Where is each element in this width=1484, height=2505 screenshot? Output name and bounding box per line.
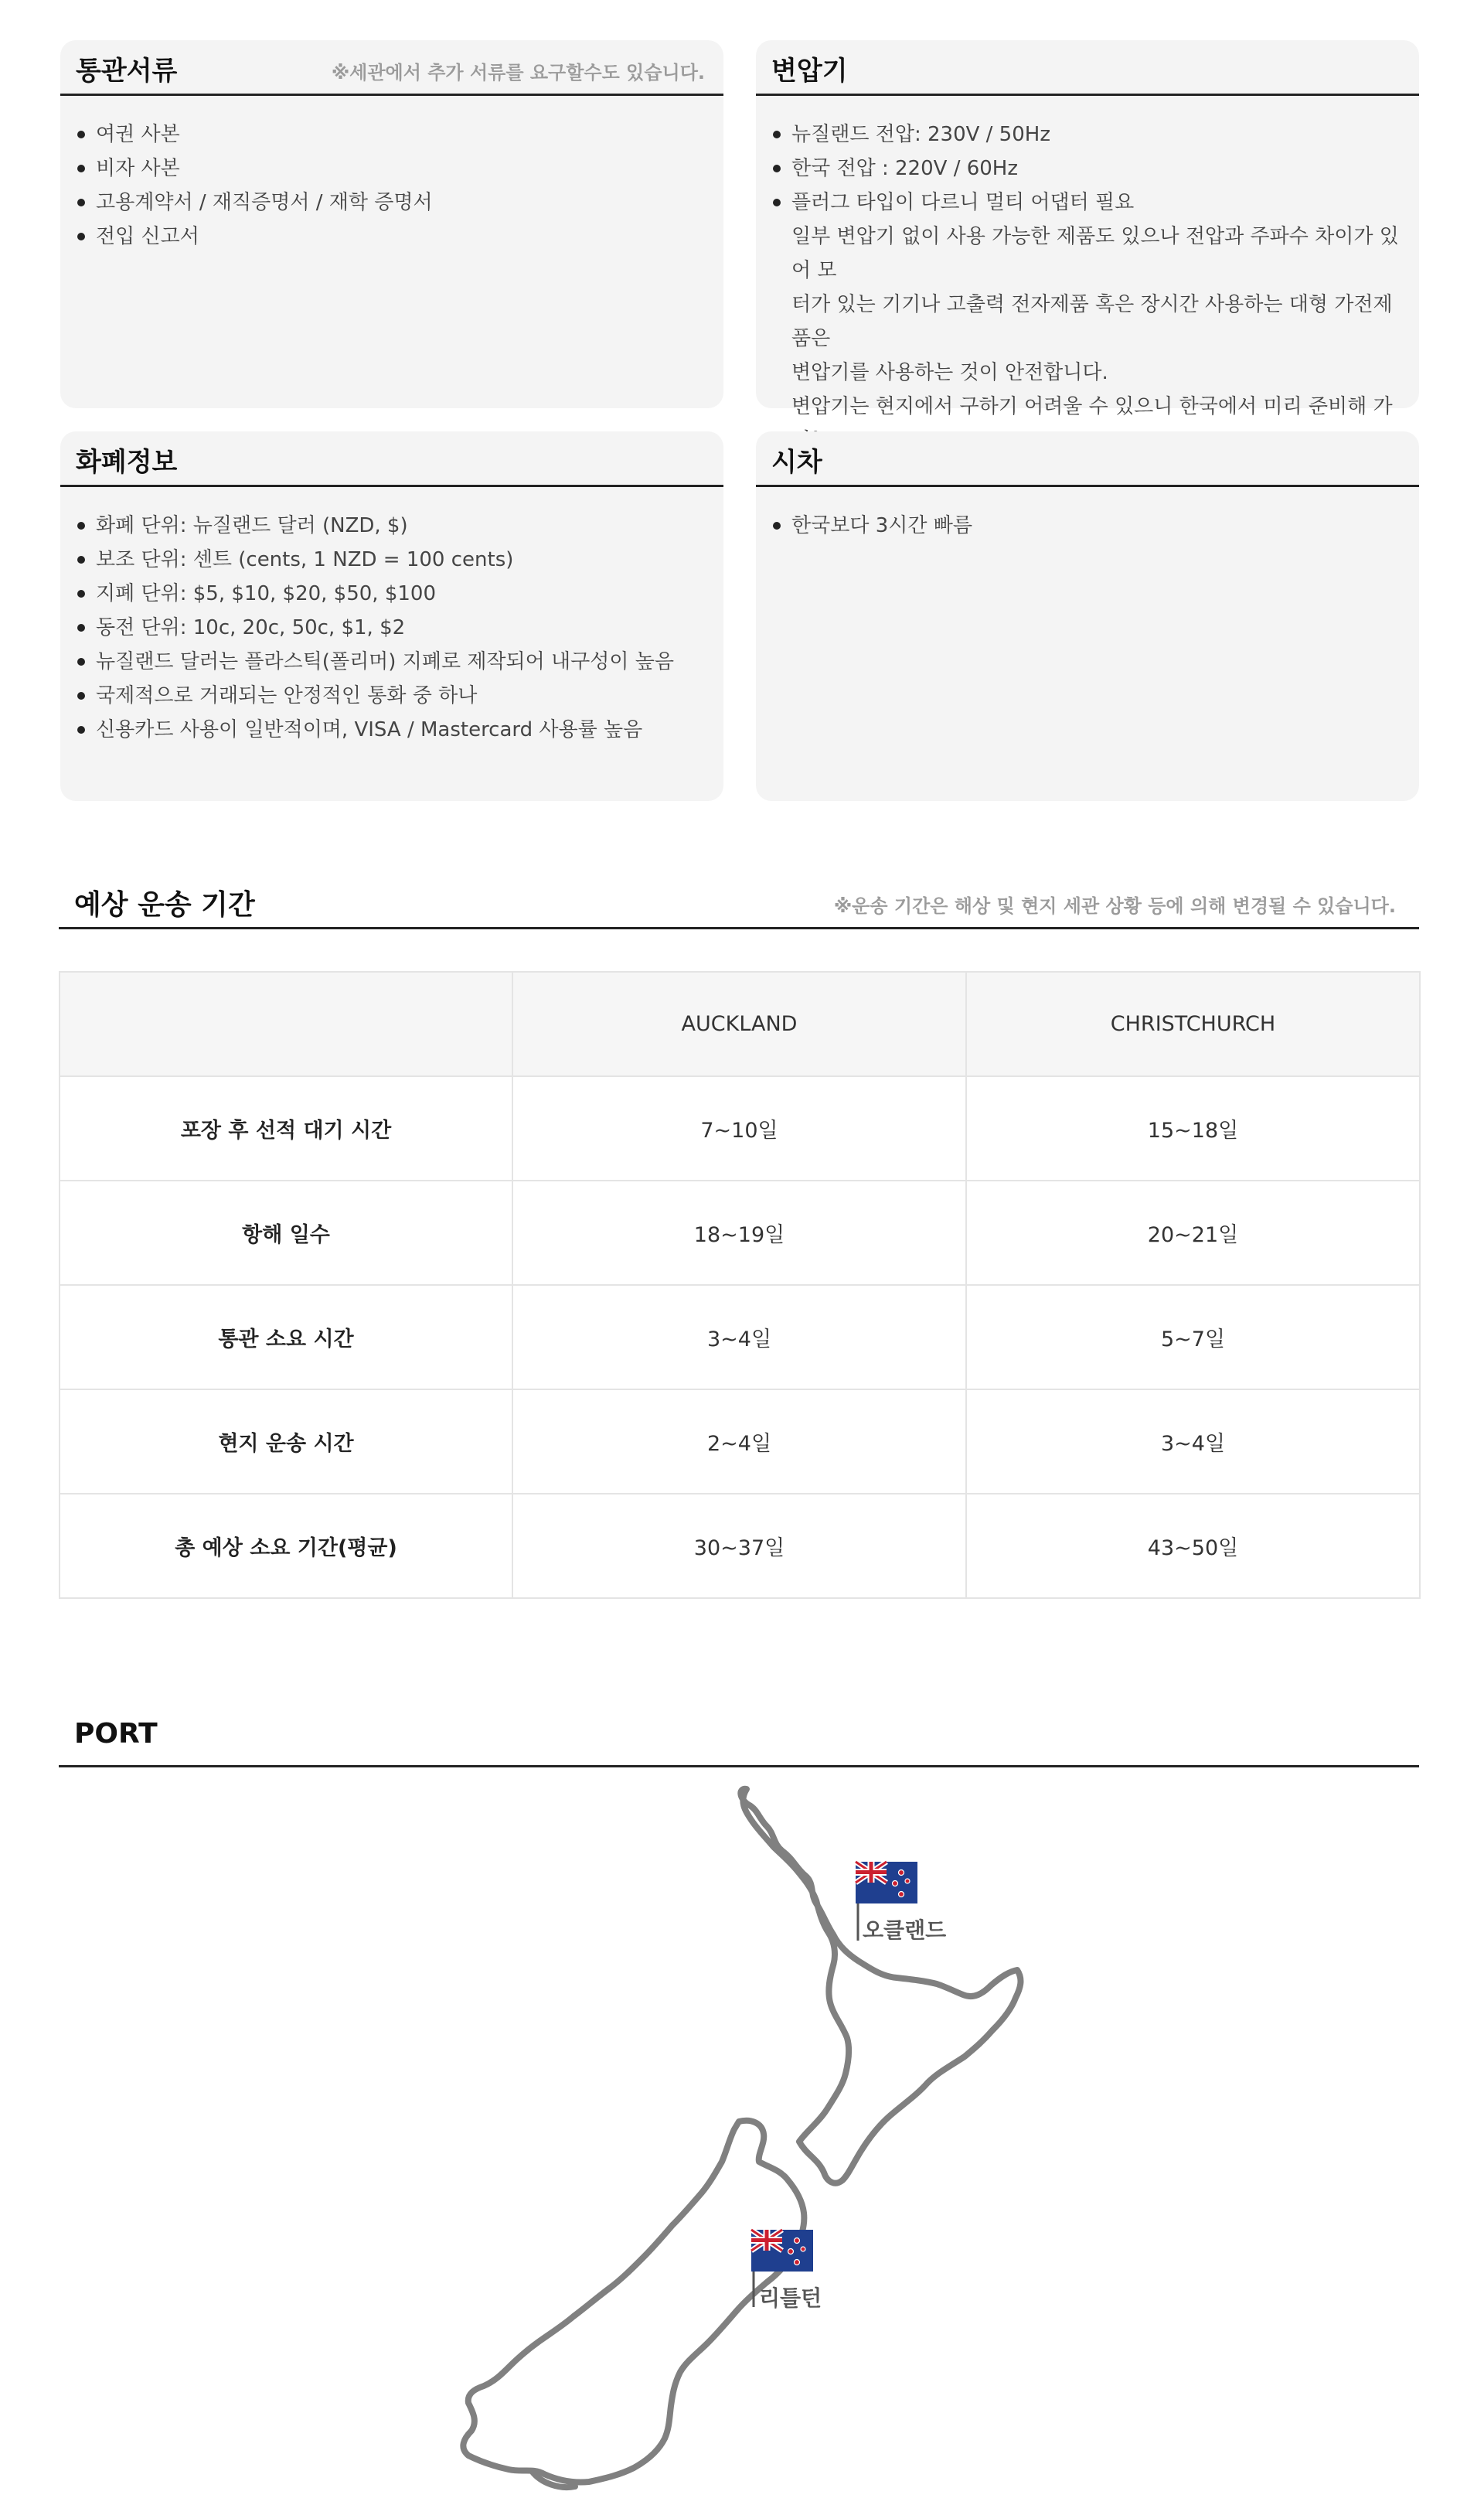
timezone-list xyxy=(771,509,1407,543)
cell-auckland: 7~10일 xyxy=(512,1076,966,1181)
currency-header xyxy=(60,431,723,487)
table-row xyxy=(60,1181,1420,1285)
cell-christchurch: 5~7일 xyxy=(966,1285,1420,1389)
customs-documents-list xyxy=(76,118,711,254)
list-item: 보조 단위: 센트 (cents, 1 NZD = 100 cents) xyxy=(76,543,711,577)
cell-auckland: 3~4일 xyxy=(512,1285,966,1389)
list-item: 신용카드 사용이 일반적이며, VISA / Mastercard 사용률 높음 xyxy=(76,713,711,747)
list-item: 뉴질랜드 전압: 230V / 50Hz xyxy=(771,118,1407,152)
list-item: 비자 사본 xyxy=(76,152,711,186)
lyttelton-marker xyxy=(751,2230,822,2311)
currency-title: 화폐정보 xyxy=(76,447,178,478)
timezone-header xyxy=(756,431,1419,487)
cell-auckland: 18~19일 xyxy=(512,1181,966,1285)
cell-christchurch: 3~4일 xyxy=(966,1389,1420,1494)
list-item: 한국 전압 : 220V / 60Hz xyxy=(771,152,1407,186)
table-row xyxy=(60,1389,1420,1494)
list-item: 지폐 단위: $5, $10, $20, $50, $100 xyxy=(76,577,711,611)
customs-documents-card xyxy=(60,40,723,408)
list-item: 동전 단위: 10c, 20c, 50c, $1, $2 xyxy=(76,611,711,645)
cell-auckland: 30~37일 xyxy=(512,1494,966,1598)
row-label: 현지 운송 시간 xyxy=(60,1389,512,1494)
cell-christchurch: 43~50일 xyxy=(966,1494,1420,1598)
customs-documents-title: 통관서류 xyxy=(76,56,178,87)
customs-documents-note: ※세관에서 추가 서류를 요구할수도 있습니다. xyxy=(331,62,705,84)
cell-christchurch: 15~18일 xyxy=(966,1076,1420,1181)
paragraph-line: 터가 있는 기기나 고출력 전자제품 혹은 장시간 사용하는 대형 가전제품은 xyxy=(791,293,1393,350)
port-title: PORT xyxy=(74,1718,158,1750)
currency-card xyxy=(60,431,723,801)
paragraph-line: 변압기를 사용하는 것이 안전합니다. xyxy=(791,361,1108,384)
cell-auckland: 2~4일 xyxy=(512,1389,966,1494)
row-label: 통관 소요 시간 xyxy=(60,1285,512,1389)
timezone-card xyxy=(756,431,1419,801)
row-label: 총 예상 소요 기간(평균) xyxy=(60,1494,512,1598)
auckland-marker xyxy=(856,1862,946,1943)
table-header-row xyxy=(60,972,1420,1076)
list-item: 전입 신고서 xyxy=(76,220,711,254)
voltage-header xyxy=(756,40,1419,96)
shipping-section-header xyxy=(59,883,1419,929)
auckland-label: 오클랜드 xyxy=(863,1917,947,1943)
lyttelton-label: 리틀턴 xyxy=(759,2285,822,2311)
currency-list xyxy=(76,509,711,747)
list-item: 국제적으로 거래되는 안정적인 통화 중 하나 xyxy=(76,679,711,713)
timezone-title: 시차 xyxy=(771,447,822,478)
nz-flag-icon xyxy=(751,2230,813,2272)
row-label: 포장 후 선적 대기 시간 xyxy=(60,1076,512,1181)
port-section-header xyxy=(59,1718,1419,1767)
list-item: 여권 사본 xyxy=(76,118,711,152)
cell-christchurch: 20~21일 xyxy=(966,1181,1420,1285)
column-header-christchurch: CHRISTCHURCH xyxy=(966,972,1420,1076)
shipping-note: ※운송 기간은 해상 및 현지 세관 상황 등에 의해 변경될 수 있습니다. xyxy=(833,895,1396,917)
list-item: 뉴질랜드 달러는 플라스틱(폴리머) 지폐로 제작되어 내구성이 높음 xyxy=(76,645,711,679)
customs-documents-header xyxy=(60,40,723,96)
paragraph-line: 일부 변압기 없이 사용 가능한 제품도 있으나 전압과 주파수 차이가 있어 모 xyxy=(791,225,1399,282)
north-island-outline xyxy=(740,1789,1020,2183)
column-header-auckland: AUCKLAND xyxy=(512,972,966,1076)
shipping-table xyxy=(59,971,1421,1599)
table-row xyxy=(60,1076,1420,1181)
table-row xyxy=(60,1285,1420,1389)
list-item: 한국보다 3시간 빠름 xyxy=(771,509,1407,543)
voltage-title: 변압기 xyxy=(771,56,848,87)
paragraph-line: 변압기는 현지에서 구하기 어려울 수 있으니 한국에서 미리 준비해 가 xyxy=(791,395,1393,418)
voltage-card xyxy=(756,40,1419,418)
voltage-paragraph-1 xyxy=(771,220,1407,390)
new-zealand-map xyxy=(0,1778,1484,2505)
shipping-title: 예상 운송 기간 xyxy=(74,889,255,921)
row-label: 항해 일수 xyxy=(60,1181,512,1285)
list-item: 화폐 단위: 뉴질랜드 달러 (NZD, $) xyxy=(76,509,711,543)
list-item: 고용계약서 / 재직증명서 / 재학 증명서 xyxy=(76,186,711,220)
list-item: 플러그 타입이 다르니 멀티 어댑터 필요 xyxy=(771,186,1407,220)
nz-flag-icon xyxy=(856,1862,917,1903)
column-header-blank xyxy=(60,972,512,1076)
table-row xyxy=(60,1494,1420,1598)
